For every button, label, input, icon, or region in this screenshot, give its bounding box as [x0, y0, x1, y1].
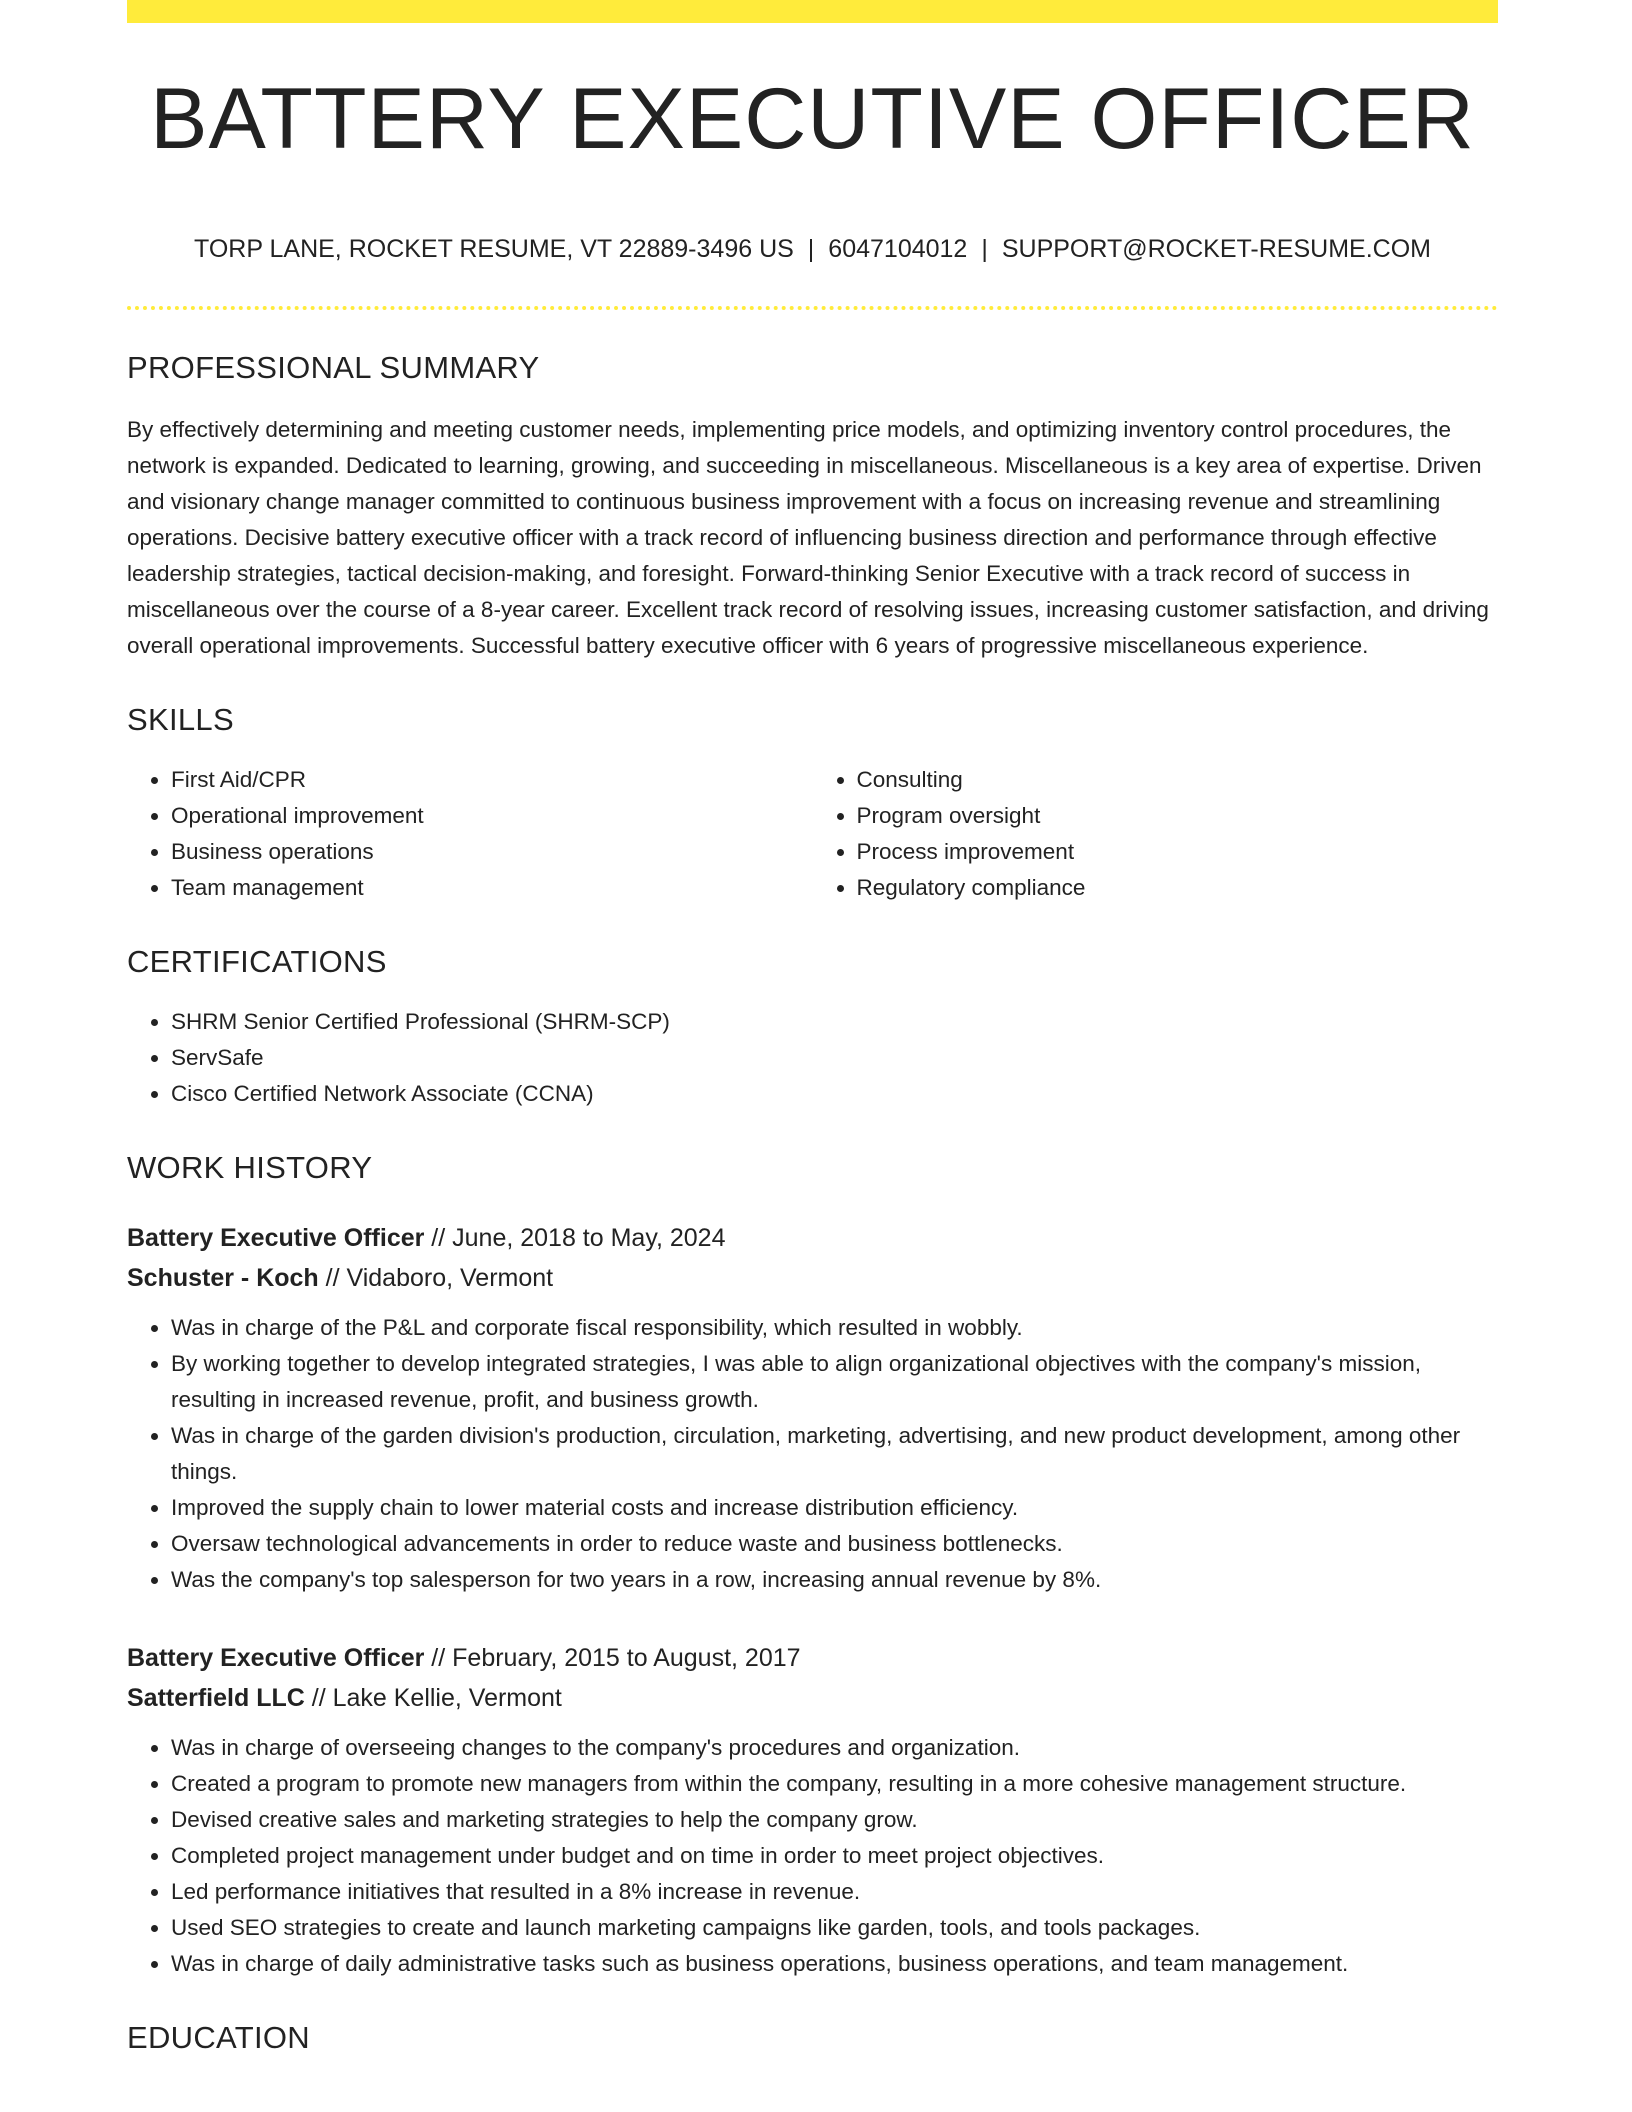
- certification-item: • Cisco Certified Network Associate (CCNA): [171, 1076, 1498, 1112]
- skill-item: • First Aid/CPR: [171, 762, 813, 798]
- job-company: Schuster - Koch: [127, 1264, 319, 1292]
- contact-line: [127, 235, 1498, 264]
- resume-content: [127, 350, 1498, 2056]
- contact-separator: |: [807, 235, 815, 263]
- job-title-line: [127, 1218, 1498, 1258]
- skill-item: • Operational improvement: [171, 798, 813, 834]
- job-bullet: • By working together to develop integrated strategies, I was able to align organizational objectives with the company's mission, resulting in increased revenue, profit, and business growth.: [171, 1346, 1498, 1418]
- certification-item: • ServSafe: [171, 1040, 1498, 1076]
- skills-list-right: [813, 762, 1499, 906]
- skill-item: • Program oversight: [857, 798, 1499, 834]
- job-bullet: • Was in charge of the garden division's production, circulation, marketing, advertising, and new product development, among other things.: [171, 1418, 1498, 1490]
- skill-item: • Business operations: [171, 834, 813, 870]
- skill-item: • Team management: [171, 870, 813, 906]
- education-section: [127, 2020, 1498, 2056]
- section-heading: SKILLS: [127, 702, 234, 737]
- work-history-section: [127, 1150, 1498, 1982]
- contact-email: SUPPORT@ROCKET-RESUME.COM: [1001, 235, 1431, 263]
- skills-section: [127, 702, 1498, 906]
- skills-columns: [127, 762, 1498, 906]
- skill-item: • Regulatory compliance: [857, 870, 1499, 906]
- job-entry: [127, 1638, 1498, 1982]
- top-accent-bar: [127, 0, 1498, 23]
- job-bullet: • Oversaw technological advancements in order to reduce waste and business bottlenecks.: [171, 1526, 1498, 1562]
- job-bullet: • Was the company's top salesperson for two years in a row, increasing annual revenue by 8%.: [171, 1562, 1498, 1598]
- job-bullet: • Completed project management under budget and on time in order to meet project objectives.: [171, 1838, 1498, 1874]
- dotted-divider: [127, 306, 1498, 310]
- job-bullets: [127, 1730, 1498, 1982]
- section-heading: PROFESSIONAL SUMMARY: [127, 350, 540, 385]
- skill-item: • Process improvement: [857, 834, 1499, 870]
- contact-address: TORP LANE, ROCKET RESUME, VT 22889-3496 US: [194, 235, 794, 263]
- job-company: Satterfield LLC: [127, 1684, 305, 1712]
- job-bullet: • Was in charge of overseeing changes to the company's procedures and organization.: [171, 1730, 1498, 1766]
- job-title: Battery Executive Officer: [127, 1644, 425, 1672]
- job-dates: // June, 2018 to May, 2024: [424, 1224, 726, 1252]
- resume-name: BATTERY EXECUTIVE OFFICER: [150, 71, 1475, 167]
- job-location: // Lake Kellie, Vermont: [304, 1684, 562, 1712]
- job-bullet: • Was in charge of the P&L and corporate fiscal responsibility, which resulted in wobbly.: [171, 1310, 1498, 1346]
- job-company-line: [127, 1678, 1498, 1718]
- job-title: Battery Executive Officer: [127, 1224, 425, 1252]
- job-bullet: • Improved the supply chain to lower material costs and increase distribution efficiency.: [171, 1490, 1498, 1526]
- certifications-section: [127, 944, 1498, 1112]
- skill-item: • Consulting: [857, 762, 1499, 798]
- job-bullet: • Created a program to promote new managers from within the company, resulting in a more cohesive management structure.: [171, 1766, 1498, 1802]
- job-entry: [127, 1218, 1498, 1598]
- contact-phone: 6047104012: [828, 235, 968, 263]
- job-bullet: • Was in charge of daily administrative tasks such as business operations, business operations, and team management.: [171, 1946, 1498, 1982]
- section-heading: EDUCATION: [127, 2020, 310, 2055]
- job-title-line: [127, 1638, 1498, 1678]
- job-bullet: • Led performance initiatives that resulted in a 8% increase in revenue.: [171, 1874, 1498, 1910]
- summary-text: By effectively determining and meeting customer needs, implementing price models, and optimizing inventory control procedures, the network is expanded. Dedicated to learning, growing, and succeeding in miscellaneous. Miscellaneous is a key area of expertise. Driven and visionary change manager committed to continuous business improvement with a focus on increasing revenue and streamlining operations. Decisive battery executive officer with a track record of influencing business direction and performance through effective leadership strategies, tactical decision-making, and foresight. Forward-thinking Senior Executive with a track record of success in miscellaneous over the course of a 8-year career. Excellent track record of resolving issues, increasing customer satisfaction, and driving overall operational improvements. Successful battery executive officer with 6 years of progressive miscellaneous experience.: [127, 417, 1489, 658]
- summary-section: [127, 350, 1498, 664]
- job-company-line: [127, 1258, 1498, 1298]
- job-bullet: • Devised creative sales and marketing strategies to help the company grow.: [171, 1802, 1498, 1838]
- job-location: // Vidaboro, Vermont: [318, 1264, 554, 1292]
- skills-list-left: [127, 762, 813, 906]
- contact-separator: |: [981, 235, 988, 263]
- job-dates: // February, 2015 to August, 2017: [424, 1644, 801, 1672]
- job-bullet: • Used SEO strategies to create and launch marketing campaigns like garden, tools, and tools packages.: [171, 1910, 1498, 1946]
- section-heading: CERTIFICATIONS: [127, 944, 387, 979]
- section-heading: WORK HISTORY: [127, 1150, 373, 1185]
- certification-item: • SHRM Senior Certified Professional (SHRM-SCP): [171, 1004, 1498, 1040]
- certifications-list: [127, 1004, 1498, 1112]
- job-bullets: [127, 1310, 1498, 1598]
